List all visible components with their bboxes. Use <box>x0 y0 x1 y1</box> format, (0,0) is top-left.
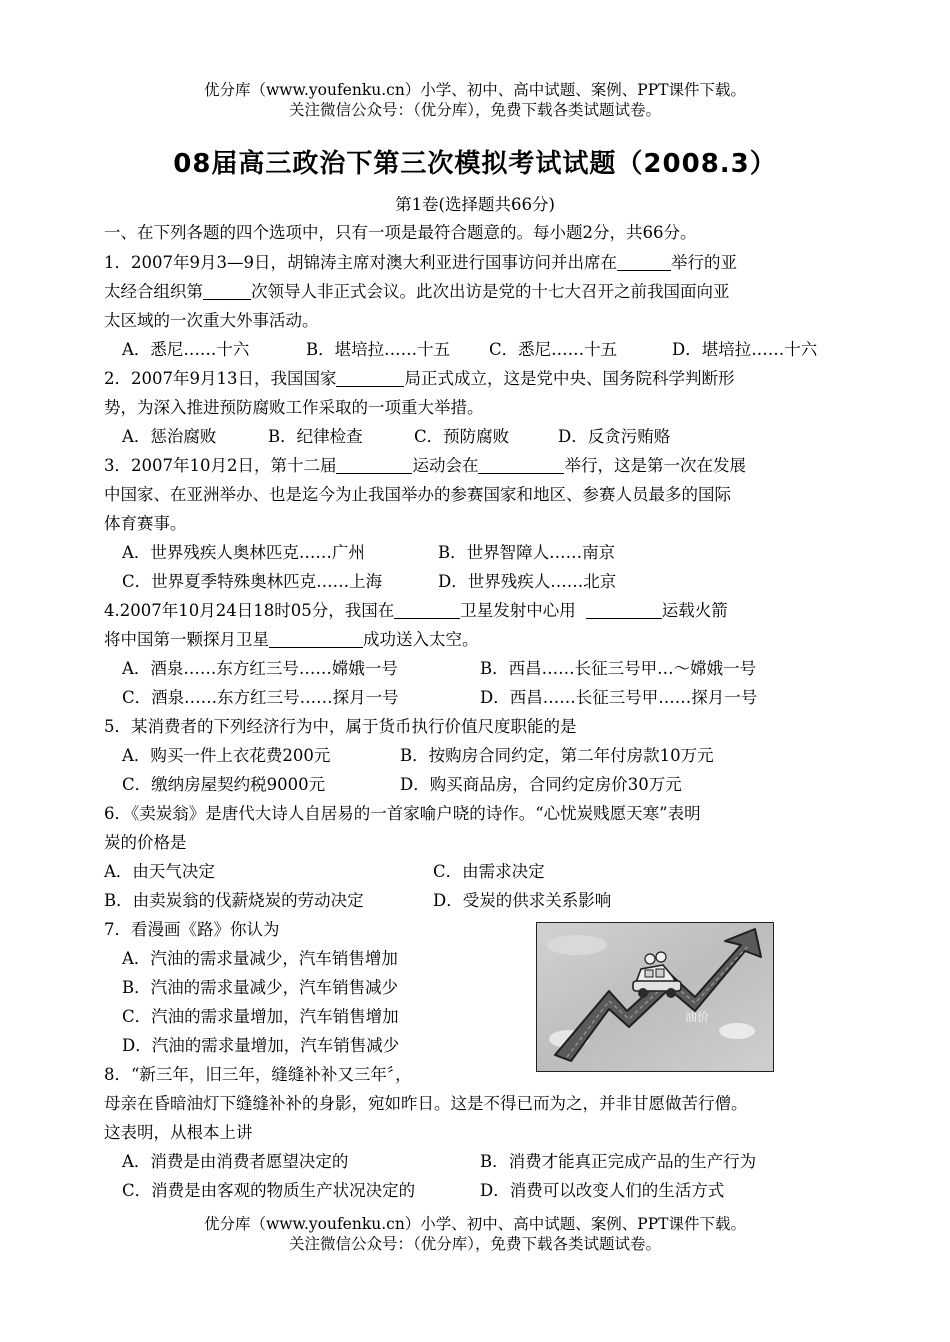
q4-option-a: A．酒泉……东方红三号……嫦娥一号 <box>122 659 398 678</box>
q2-line2: 势，为深入推进预防腐败工作采取的一项重大举措。 <box>104 398 484 417</box>
q7-option-b: B．汽油的需求量减少，汽车销售减少 <box>122 978 399 997</box>
page-footer-line2: 关注微信公众号：（优分库），免费下载各类试题试卷。 <box>288 1235 661 1253</box>
q3-option-d: D．世界残疾人……北京 <box>438 572 617 591</box>
q8-option-c: C．消费是由客观的物质生产状况决定的 <box>122 1181 416 1200</box>
q5-line1: 5．某消费者的下列经济行为中，属于货币执行价值尺度职能的是 <box>104 717 577 736</box>
q3-line2: 中国家、在亚洲举办、也是迄今为止我国举办的参赛国家和地区、参赛人员最多的国际 <box>104 485 731 504</box>
q1-line3: 太区域的一次重大外事活动。 <box>104 311 319 330</box>
q8-option-d: D．消费可以改变人们的生活方式 <box>480 1181 725 1200</box>
q8-line2: 母亲在昏暗油灯下缝缝补补的身影，宛如昨日。这是不得已而为之，并非甘愿做苦行僧。 <box>104 1094 748 1113</box>
q6-line2: 炭的价格是 <box>104 833 187 852</box>
q8-option-a: A．消费是由消费者愿望决定的 <box>122 1152 349 1171</box>
q1-option-d: D．堪培拉……十六 <box>672 340 818 359</box>
answer-blank <box>203 281 251 300</box>
answer-blank <box>269 629 363 648</box>
q4-option-d: D．西昌……长征三号甲……探月一号 <box>480 688 758 707</box>
q3-option-a: A．世界残疾人奥林匹克……广州 <box>122 543 365 562</box>
q4-text-e: 成功送入太空。 <box>363 630 479 649</box>
q4-text-d: 将中国第一颗探月卫星 <box>104 630 269 649</box>
q3-line1 <box>104 453 746 479</box>
answer-blank <box>394 600 460 619</box>
q1-text-c: 太经合组织第 <box>104 282 203 301</box>
q6-line1: 6．《卖炭翁》是唐代大诗人自居易的一首家喻户晓的诗作。“心忧炭贱愿天寒”表明 <box>104 804 701 823</box>
q1-option-a: A．悉尼……十六 <box>122 340 250 359</box>
q2-option-a: A．惩治腐败 <box>122 427 217 446</box>
q5-option-b: B．按购房合同约定，第二年付房款10万元 <box>400 746 714 765</box>
q5-option-c: C．缴纳房屋契约税9000元 <box>122 775 326 794</box>
q6-option-a: A．由天气决定 <box>104 862 215 881</box>
q1-line1 <box>104 250 737 276</box>
q4-option-b: B．西昌……长征三号甲…～嫦娥一号 <box>480 659 757 678</box>
q2-text-a: 2．2007年9月13日，我国国家 <box>104 369 337 388</box>
q6-option-b: B．由卖炭翁的伐薪烧炭的劳动决定 <box>104 891 364 910</box>
q2-option-b: B．纪律检查 <box>268 427 363 446</box>
q2-option-c: C．预防腐败 <box>414 427 510 446</box>
q1-line2 <box>104 279 730 305</box>
q2-line1 <box>104 366 734 392</box>
answer-blank <box>586 600 662 619</box>
q8-line3: 这表明，从根本上讲 <box>104 1123 253 1142</box>
page-header-line2: 关注微信公众号：（优分库），免费下载各类试题试卷。 <box>288 101 661 119</box>
q5-option-d: D．购买商品房，合同约定房价30万元 <box>400 775 682 794</box>
q4-text-a: 4.2007年10月24日18时05分，我国在 <box>104 601 395 620</box>
q1-option-c: C．悉尼……十五 <box>489 340 618 359</box>
q2-option-d: D．反贪污贿赂 <box>558 427 671 446</box>
q3-line3: 体育赛事。 <box>104 514 187 533</box>
q3-option-c: C．世界夏季特殊奥林匹克……上海 <box>122 572 383 591</box>
q3-text-a: 3．2007年10月2日，第十二届 <box>104 456 337 475</box>
q1-text-b: 举行的亚 <box>670 253 737 272</box>
q4-line1 <box>104 598 728 624</box>
instruction: 一、在下列各题的四个选项中，只有一项是最符合题意的。每小题2分，共66分。 <box>104 223 697 242</box>
q8-option-b: B．消费才能真正完成产品的生产行为 <box>480 1152 757 1171</box>
answer-blank <box>617 252 671 271</box>
cartoon-illustration <box>537 923 773 1071</box>
q4-text-c: 运载火箭 <box>661 601 728 620</box>
q6-option-c: C．由需求决定 <box>433 862 545 881</box>
q3-text-b: 运动会在 <box>412 456 479 475</box>
q1-option-b: B．堪培拉……十五 <box>306 340 451 359</box>
q7-line1: 7．看漫画《路》你认为 <box>104 920 280 939</box>
page-footer-line1: 优分库（www.youfenku.cn）小学、初中、高中试题、案例、PPT课件下载。 <box>203 1215 747 1233</box>
cloud <box>719 1023 755 1039</box>
cloud <box>547 935 607 955</box>
q3-option-b: B．世界智障人……南京 <box>438 543 616 562</box>
q5-option-a: A．购买一件上衣花费200元 <box>122 746 331 765</box>
cartoon-label: 油价 <box>685 1010 710 1024</box>
q1-text-a: 1．2007年9月3—9日，胡锦涛主席对澳大利亚进行国事访问并出席在 <box>104 253 617 272</box>
section-title: 第1卷(选择题共66分) <box>395 195 555 214</box>
q8-line1: 8．“新三年，旧三年，缝缝补补又三年〞， <box>104 1065 412 1084</box>
q2-text-b: 局正式成立，这是党中央、国务院科学判断形 <box>404 369 735 388</box>
q7-option-d: D．汽油的需求量增加，汽车销售减少 <box>122 1036 400 1055</box>
answer-blank <box>336 368 404 387</box>
q4-text-b: 卫星发射中心用 <box>460 601 576 620</box>
q6-option-d: D．受炭的供求关系影响 <box>433 891 612 910</box>
answer-blank <box>336 455 412 474</box>
q3-text-c: 举行，这是第一次在发展 <box>564 456 746 475</box>
answer-blank <box>478 455 564 474</box>
q1-text-d: 次领导人非正式会议。此次出访是党的十七大召开之前我国面向亚 <box>251 282 730 301</box>
q7-option-c: C．汽油的需求量增加，汽车销售增加 <box>122 1007 399 1026</box>
q7-option-a: A．汽油的需求量减少，汽车销售增加 <box>122 949 398 968</box>
q4-option-c: C．酒泉……东方红三号……探月一号 <box>122 688 399 707</box>
exam-title: 08届高三政治下第三次模拟考试试题（2008.3） <box>173 149 777 179</box>
page-header-line1: 优分库（www.youfenku.cn）小学、初中、高中试题、案例、PPT课件下载。 <box>203 81 747 99</box>
q4-line2 <box>104 627 479 653</box>
cartoon-road-image <box>536 922 774 1072</box>
